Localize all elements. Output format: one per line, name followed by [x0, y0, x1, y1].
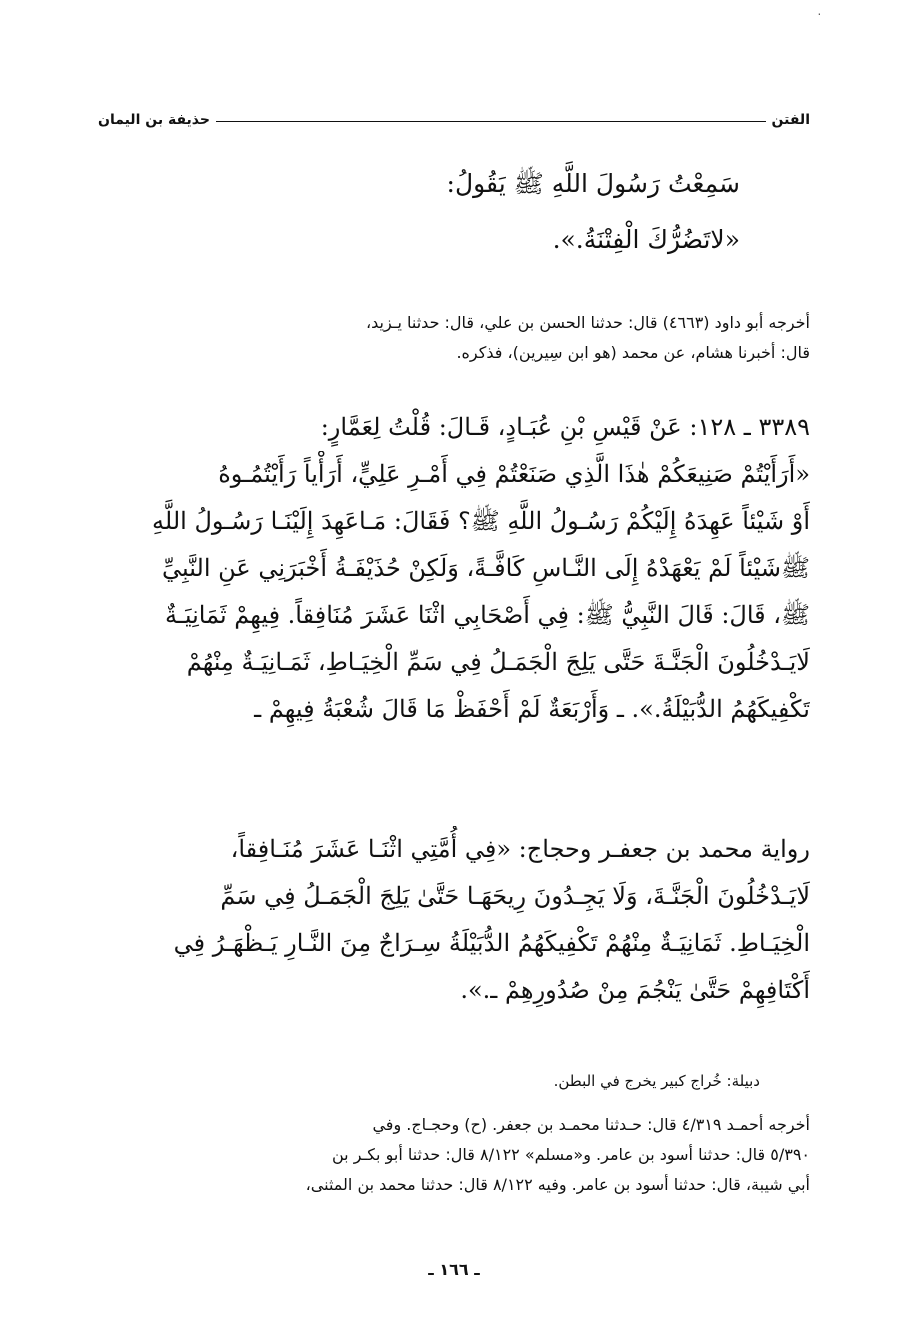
text-line: لَايَـدْخُلُونَ الْجَنَّـةَ، وَلَا يَجِـدُونَ رِيحَهَـا حَتَّىٰ يَلِجَ الْجَمَـلُ فِي سَمِّ	[220, 882, 810, 910]
header-chapter-title: الفتن	[771, 112, 810, 128]
text-line: أخرجه أحمـد ٤/٣١٩ قال: حـدثنا محمـد بن جعفر. (ح) وحجـاج. وفي	[372, 1115, 810, 1134]
text-line: الْخِيَـاطِ. ثَمَانِيَـةٌ مِنْهُمْ تَكْفِيكَهُمُ الدُّبَيْلَةُ سِـرَاجٌ مِنَ النَّـارِ يَـظْهَـرُ فِي	[173, 929, 810, 957]
text-line: أبي شيبة، قال: حدثنا أسود بن عامر. وفيه ٨/١٢٢ قال: حدثنا محمد بن المثنى،	[305, 1175, 810, 1194]
riwaya-paragraph	[98, 826, 810, 1014]
hadith-heading-line: ٣٣٨٩ ـ ١٢٨: عَنْ قَيْسِ بْنِ عُبَـادٍ، قَـالَ: قُلْتُ لِعَمَّارٍ:	[320, 413, 810, 441]
page-number: ـ ١٦٦ ـ	[428, 1260, 480, 1279]
text-line: أَكْتَافِهِمْ حَتَّىٰ يَنْجُمَ مِنْ صُدُورِهِمْ ـ.».	[460, 976, 810, 1004]
corner-mark: ٠	[816, 9, 822, 20]
text-line: دبيلة: خُراج كبير يخرج في البطن.	[553, 1072, 760, 1090]
text-line: أخرجه أبو داود (٤٦٦٣) قال: حدثنا الحسن بن علي، قال: حدثنا يـزيد،	[365, 313, 810, 332]
text-line: ﷺ، قَالَ: قَالَ النَّبِيُّ ﷺ: فِي أَصْحَابِي اثْنَا عَشَرَ مُنَافِقاً. فِيهِمْ ثَمَانِيَـةٌ	[164, 601, 810, 629]
text-line: ﷺشَيْئاً لَمْ يَعْهَدْهُ إِلَى النَّـاسِ كَافَّـةً، وَلَكِنْ حُذَيْفَـةُ أَخْبَرَنِي عَنِ النَّبِيِّ	[162, 554, 810, 582]
text-line: قال: أخبرنا هشام، عن محمد (هو ابن سِيرين)، فذكره.	[456, 343, 810, 362]
text-line: «لاتَضُرُّكَ الْفِتْنَةُ.».	[552, 225, 740, 254]
footnote-definition	[98, 1066, 760, 1096]
header-rule	[216, 121, 766, 122]
running-header	[98, 104, 810, 128]
takhrij-paragraph-2	[98, 1110, 810, 1200]
text-line: «أَرَأَيْتُمْ صَنِيعَكُمْ هٰذَا الَّذِي صَنَعْتُمْ فِي أَمْـرِ عَلِيٍّ، أَرَأْياً رَأَيْتُمُـوهُ	[218, 460, 810, 488]
text-line: أَوْ شَيْئاً عَهِدَهُ إِلَيْكُمْ رَسُـولُ اللَّهِ ﷺ؟ فَقَالَ: مَـاعَهِدَ إِلَيْنَـا رَسُـولُ اللَّهِ	[152, 507, 810, 535]
hadith-3389	[98, 404, 810, 733]
text-line: ٥/٣٩٠ قال: حدثنا أسود بن عامر. و«مسلم» ٨/١٢٢ قال: حدثنا أبو بكـر بن	[331, 1145, 810, 1164]
opening-hadith-text	[98, 156, 740, 268]
takhrij-paragraph-1	[98, 308, 810, 368]
text-line: لَايَـدْخُلُونَ الْجَنَّـةَ حَتَّى يَلِجَ الْجَمَـلُ فِي سَمِّ الْخِيَـاطِ، ثَمَـانِيَـةٌ مِنْهُمْ	[186, 648, 810, 676]
header-section-title: حذيفة بن اليمان	[98, 112, 210, 128]
text-line: رواية محمد بن جعفـر وحجاج: «فِي أُمَّتِي اثْنَـا عَشَرَ مُنَـافِقاً،	[230, 835, 810, 863]
text-line: سَمِعْتُ رَسُولَ اللَّهِ ﷺ يَقُولُ:	[446, 169, 740, 198]
text-line: تَكْفِيكَهُمُ الدُّبَيْلَةُ.». ـ وَأَرْبَعَةٌ لَمْ أَحْفَظْ مَا قَالَ شُعْبَةُ فِيهِمْ ـ	[254, 695, 810, 723]
